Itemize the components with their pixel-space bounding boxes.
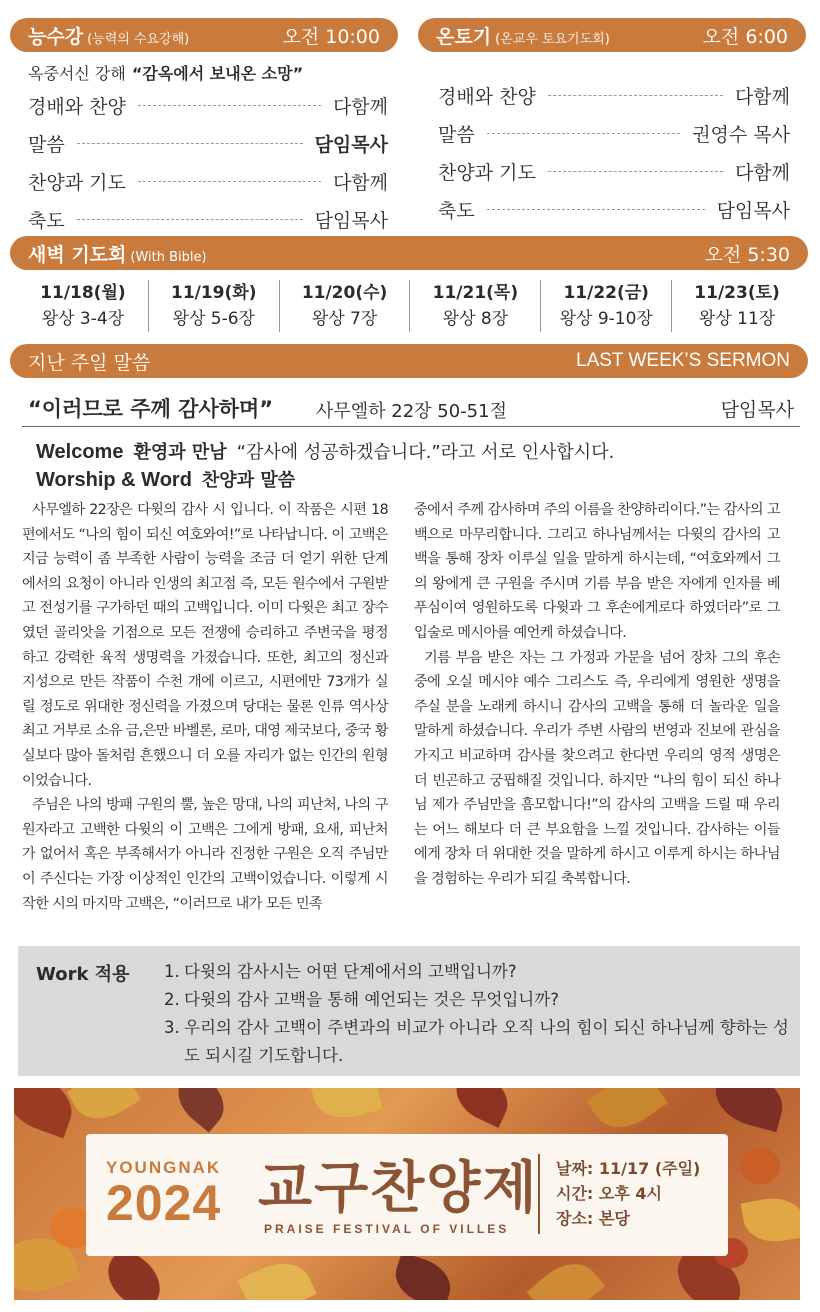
pumpkin-decoration — [740, 1148, 780, 1184]
sermon-column-left — [22, 498, 388, 916]
wed-program — [28, 58, 388, 238]
wed-row: 경배와 찬양 다함께 — [28, 95, 388, 118]
banner-info — [556, 1156, 700, 1231]
sermon-paragraph: 중에서 주께 감사하며 주의 이름을 찬양하리이다.”는 감사의 고백으로 마무리합니다. 그리고 하나님께서는 다윗의 감사의 고백을 통해 장차 이루실 일을 말하게 하시는데, “여호와께서 그의 왕에게 큰 구원을 주시며 기름 부음 받은 자에게 인자를 베푸심이여 영원하도록 다윗과 그 후손에게로다 하였더라”로 그 입술로 메시아를 예언케 하셨습니다. — [414, 502, 780, 641]
sat-row: 말씀 권영수 목사 — [438, 123, 790, 146]
wed-row: 축도 담임목사 — [28, 209, 388, 232]
banner-place: 장소: 본당 — [556, 1209, 630, 1228]
work-label: Work 적용 — [36, 964, 130, 985]
banner-year: 2024 — [106, 1175, 222, 1231]
sermon-title: “이러므로 주께 감사하며” — [28, 397, 274, 421]
work-item: 2. 다윗의 감사 고백을 통해 예언되는 것은 무엇입니까? — [164, 990, 559, 1009]
sermon-reference: 사무엘하 22장 50-51절 — [316, 401, 507, 422]
banner-title: 교구찬양제 — [258, 1155, 539, 1221]
leaf-decoration — [167, 1088, 234, 1133]
wed-subtitle: (능력의 수요강해) — [87, 31, 190, 47]
dawn-day: 11/23(토) 왕상 11장 — [694, 283, 780, 329]
dawn-header — [10, 236, 808, 270]
leaf-decoration — [309, 1088, 383, 1125]
leaf-decoration — [448, 1088, 517, 1128]
leaf-decoration — [586, 1088, 668, 1141]
dawn-day: 11/22(금) 왕상 9-10장 — [541, 280, 672, 332]
leaf-decoration — [709, 1088, 790, 1132]
banner-title-en: PRAISE FESTIVAL OF VILLES — [264, 1222, 510, 1236]
dawn-day: 11/21(목) 왕상 8장 — [410, 280, 541, 332]
sermon-paragraph: 주님은 나의 방패 구원의 뿔, 높은 망대, 나의 피난처, 나의 구원자라고 고백한 다윗의 이 고백은 그에게 방패, 요새, 피난처가 없어서 혹은 부족해서가 아니라 진정한 구원은 오직 주님만이 주신다는 가장 이상적인 인간의 고백이었습니다. 이렇게 시작한 시의 마지막 고백은, “이러므로 내가 모든 민족 — [22, 797, 388, 912]
leaf-decoration — [67, 1088, 141, 1130]
work-list — [164, 958, 794, 1070]
dawn-schedule — [18, 280, 802, 332]
wed-header — [10, 18, 398, 52]
sat-title: 온토기 — [436, 25, 492, 48]
leaf-decoration — [237, 1252, 316, 1300]
sat-header — [418, 18, 806, 52]
banner-time: 시간: 오후 4시 — [556, 1184, 662, 1203]
wed-time: 오전 10:00 — [282, 25, 380, 48]
leaf-decoration — [527, 1251, 606, 1300]
work-item: 1. 다윗의 감사시는 어떤 단계에서의 고백입니까? — [164, 962, 517, 981]
leaf-decoration — [389, 1252, 457, 1300]
lastweek-header — [10, 344, 808, 378]
wed-title: 능수강 — [28, 25, 84, 48]
sat-subtitle: (온교우 토요기도회) — [495, 31, 610, 47]
wed-row: 찬양과 기도 다함께 — [28, 171, 388, 194]
sermon-paragraph: 기름 부음 받은 자는 그 가정과 가문을 넘어 장차 그의 후손 중에 오실 메시야 예수 그리스도 즉, 우리에게 영원한 생명을 주실 분을 노래케 하시니 감사의 고백을 통해 더 놀라운 일을 말하게 하셨습니다. 우리가 주변 사람의 번영과 진보에 관심을 가지고 비교하며 감사를 찾으려고 한다면 우리의 영적 생명은 더 빈곤하고 궁핍해질 것입니다. 하지만 “나의 힘이 되신 하나님 제가 주님만을 흠모합니다!”의 감사의 고백을 드릴 때 우리는 어느 해보다 더 큰 부요함을 느낄 것입니다. 감사하는 이들에게 장차 더 위대한 것을 말하게 하시고 이루게 하시는 하나님을 경험하는 우리가 되길 축복합니다. — [414, 649, 780, 887]
festival-banner — [14, 1088, 800, 1300]
worship-line: Worship & Word 찬양과 말씀 — [36, 469, 296, 491]
sat-row: 축도 담임목사 — [438, 199, 790, 222]
banner-card — [86, 1134, 728, 1256]
banner-divider — [538, 1154, 540, 1234]
dawn-title: 새벽 기도회 — [28, 243, 127, 266]
sat-row: 경배와 찬양 다함께 — [438, 85, 790, 108]
sat-row: 찬양과 기도 다함께 — [438, 161, 790, 184]
sermon-header — [22, 393, 800, 427]
welcome-line: Welcome 환영과 만남 “감사에 성공하겠습니다.”라고 서로 인사합시다. — [36, 441, 615, 463]
dawn-day: 11/18(월) 왕상 3-4장 — [18, 280, 149, 332]
dawn-day: 11/20(수) 왕상 7장 — [280, 280, 411, 332]
sat-time: 오전 6:00 — [702, 25, 788, 48]
banner-date: 날짜: 11/17 (주일) — [556, 1159, 701, 1178]
banner-org: YOUNGNAK — [106, 1158, 222, 1177]
work-item: 3. 우리의 감사 고백이 주변과의 비교가 아니라 오직 나의 힘이 되신 하나님께 향하는 성도 되시길 기도합니다. — [164, 1018, 789, 1065]
work-box — [18, 946, 800, 1076]
dawn-day: 11/19(화) 왕상 5-6장 — [149, 280, 280, 332]
sermon-speaker: 담임목사 — [720, 399, 794, 421]
lastweek-title: 지난 주일 말씀 — [28, 351, 151, 374]
dawn-time: 오전 5:30 — [704, 243, 790, 266]
lastweek-right: LAST WEEK’S SERMON — [576, 350, 790, 371]
sat-program — [438, 76, 790, 228]
wed-row: 말씀 담임목사 — [28, 133, 388, 156]
sermon-column-right — [414, 498, 780, 892]
sermon-paragraph: 사무엘하 22장은 다윗의 감사 시 입니다. 이 작품은 시편 18편에서도 “나의 힘이 되신 여호와여!”로 나타납니다. 이 고백은 지금 능력이 좀 부족한 사람이 능력을 조금 더 얻기 위한 단계에서의 요청이 아니라 인생의 최고점 즉, 모든 원수에서 구원받고 전성기를 구가하던 때의 고백입니다. 이미 다윗은 최고 장수였던 골리앗을 기점으로 모든 전쟁에 승리하고 주변국을 평정하고 강력한 육적 생명력을 가졌습니다. 또한, 최고의 정신과 지성으로 만든 작품이 수천 개에 이르고, 시편에만 73개가 실릴 정도로 위대한 정신력을 가졌으며 당대는 물론 인류 역사상 최고 거부로 소유 금,은만 바벨론, 로마, 대영 제국보다, 중국 황실보다 많아 돌처럼 흔했으니 더 오를 자리가 없는 인간의 원형이었습니다. — [22, 502, 388, 789]
dawn-subtitle: (With Bible) — [130, 249, 207, 265]
leaf-decoration — [741, 1193, 800, 1247]
wed-lecture: 옥중서신 강해 “감옥에서 보내온 소망” — [28, 63, 304, 83]
